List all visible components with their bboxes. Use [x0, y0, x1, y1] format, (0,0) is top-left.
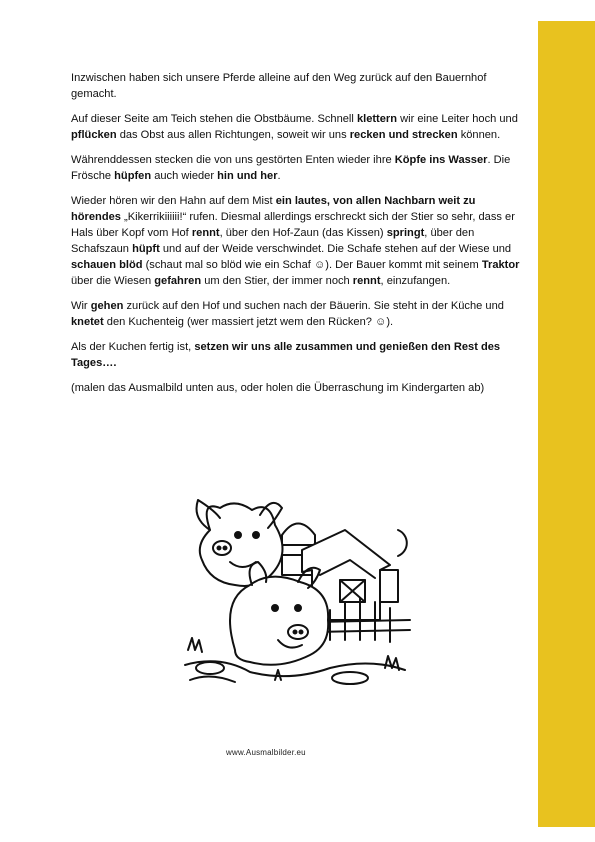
paragraph	[71, 380, 526, 396]
paragraph	[71, 339, 526, 371]
text: auch wieder	[151, 170, 218, 182]
bold-text: pflücken	[71, 129, 117, 141]
bold-text: gehen	[90, 300, 124, 312]
text: (malen das Ausmalbild unten aus, oder holen die Überraschung im Kindergarten ab)	[71, 382, 485, 394]
text: zurück auf den Hof und suchen nach der Bäuerin. Sie steht in der Küche und	[123, 300, 504, 312]
bold-text: ein lautes, von allen Nachbarn weit zu hörendes	[71, 195, 476, 223]
yellow-side-bar	[538, 21, 595, 827]
bold-text: setzen wir uns alle zusammen und genießen den Rest des Tages….	[71, 341, 501, 369]
bold-text: springt	[386, 227, 425, 239]
text: .	[277, 170, 281, 182]
text: , über den Schafszaun	[71, 227, 475, 255]
text: . Die Frösche	[71, 154, 511, 182]
paragraph	[71, 193, 526, 289]
bold-text: hüpfen	[114, 170, 152, 182]
text: und auf der Weide verschwindet. Die Schafe stehen auf der Wiese und	[159, 243, 512, 255]
text: können.	[457, 129, 501, 141]
bold-text: gefahren	[154, 275, 202, 287]
story-text	[71, 70, 526, 405]
text: Währenddessen stecken die von uns gestörten Enten wieder ihre	[71, 154, 395, 166]
text: (schaut mal so blöd wie ein Schaf ☺). Der Bauer kommt mit seinem	[142, 259, 482, 271]
bold-text: hüpft	[132, 243, 160, 255]
text: „Kikerrikiiiiii!“ rufen. Diesmal allerdings erschreckt sich der Stier so sehr, dass er Hals über Kopf vom Hof	[71, 211, 515, 239]
bold-text: schauen blöd	[71, 259, 143, 271]
text: Auf dieser Seite am Teich stehen die Obstbäume. Schnell	[71, 113, 357, 125]
bold-text: rennt	[191, 227, 220, 239]
text: , einzufangen.	[380, 275, 451, 287]
bold-text: Traktor	[481, 259, 520, 271]
text: um den Stier, der immer noch	[201, 275, 353, 287]
paragraph	[71, 70, 526, 102]
text: das Obst aus allen Richtungen, soweit wir uns	[116, 129, 350, 141]
bold-text: rennt	[352, 275, 381, 287]
coloring-picture-pigs-farm	[180, 490, 420, 690]
text: Wir	[71, 300, 91, 312]
paragraph	[71, 298, 526, 330]
text: , über den Hof-Zaun (das Kissen)	[219, 227, 387, 239]
bold-text: Köpfe ins Wasser	[394, 154, 488, 166]
website-footer: www.Ausmalbilder.eu	[226, 748, 306, 757]
text: Wieder hören wir den Hahn auf dem Mist	[71, 195, 276, 207]
paragraph	[71, 111, 526, 143]
paragraph	[71, 152, 526, 184]
bold-text: knetet	[71, 316, 104, 328]
text: wir eine Leiter hoch und	[397, 113, 518, 125]
bold-text: klettern	[356, 113, 398, 125]
text: den Kuchenteig (wer massiert jetzt wem den Rücken? ☺).	[103, 316, 394, 328]
text: Inzwischen haben sich unsere Pferde alleine auf den Weg zurück auf den Bauernhof gemacht.	[71, 72, 487, 100]
bold-text: hin und her	[217, 170, 278, 182]
text: über die Wiesen	[71, 275, 155, 287]
bold-text: recken und strecken	[349, 129, 458, 141]
text: Als der Kuchen fertig ist,	[71, 341, 195, 353]
